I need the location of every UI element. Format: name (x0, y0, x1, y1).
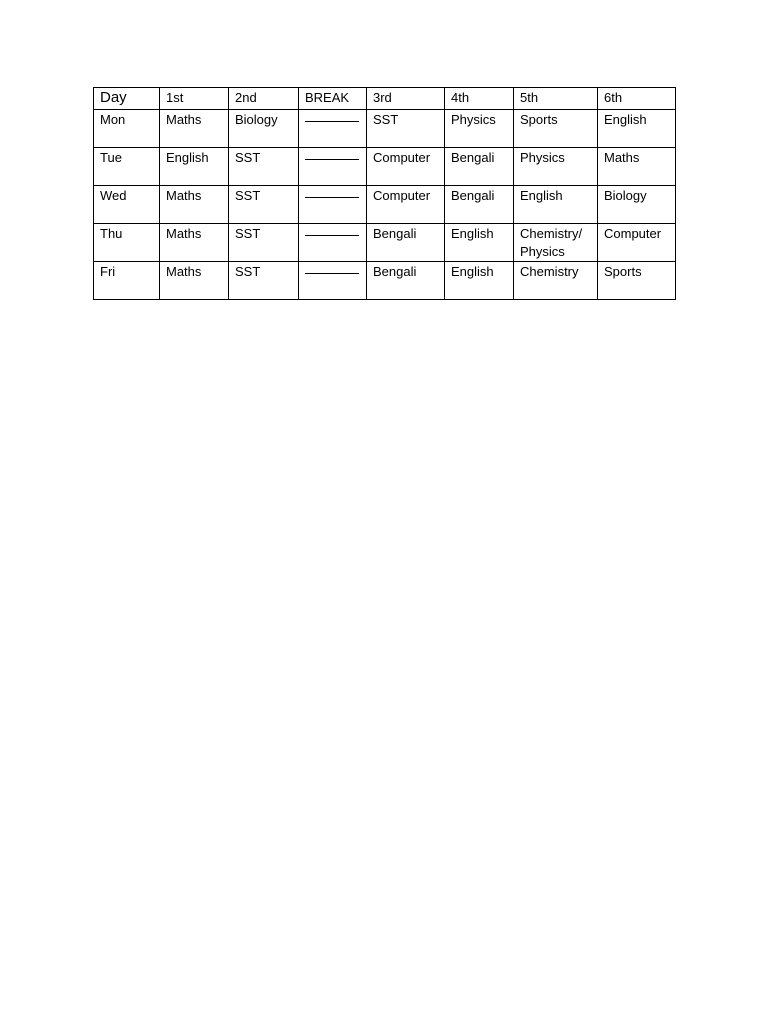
break-underline (305, 158, 359, 160)
period-cell: Physics (445, 110, 514, 148)
break-cell (299, 148, 367, 186)
period-cell: Physics (514, 148, 598, 186)
period-cell: SST (229, 186, 299, 224)
header-period-3: 3rd (367, 88, 445, 110)
break-cell (299, 110, 367, 148)
timetable (93, 87, 676, 300)
period-cell: Maths (160, 110, 229, 148)
period-cell: Bengali (367, 262, 445, 300)
period-cell: Sports (514, 110, 598, 148)
day-cell: Mon (94, 110, 160, 148)
table-row-fri (94, 262, 676, 300)
period-cell: Biology (598, 186, 676, 224)
period-cell: Biology (229, 110, 299, 148)
header-break: BREAK (299, 88, 367, 110)
period-cell: Maths (598, 148, 676, 186)
day-cell: Thu (94, 224, 160, 262)
header-period-1: 1st (160, 88, 229, 110)
period-cell: SST (367, 110, 445, 148)
table-row-thu (94, 224, 676, 262)
period-cell: English (598, 110, 676, 148)
break-cell (299, 262, 367, 300)
break-cell (299, 186, 367, 224)
period-cell: Sports (598, 262, 676, 300)
header-period-5: 5th (514, 88, 598, 110)
header-period-6: 6th (598, 88, 676, 110)
period-cell: Computer (598, 224, 676, 262)
header-row (94, 88, 676, 110)
period-cell: Computer (367, 148, 445, 186)
period-cell: SST (229, 262, 299, 300)
break-cell (299, 224, 367, 262)
period-cell: Maths (160, 262, 229, 300)
table-row-mon (94, 110, 676, 148)
period-cell: English (445, 262, 514, 300)
header-period-2: 2nd (229, 88, 299, 110)
break-underline (305, 196, 359, 198)
table-row-tue (94, 148, 676, 186)
break-underline (305, 234, 359, 236)
period-cell: SST (229, 148, 299, 186)
period-cell: Computer (367, 186, 445, 224)
period-cell: Bengali (445, 186, 514, 224)
table-row-wed (94, 186, 676, 224)
header-day: Day (94, 88, 160, 110)
day-cell: Fri (94, 262, 160, 300)
period-cell: Chemistry (514, 262, 598, 300)
period-cell: SST (229, 224, 299, 262)
break-underline (305, 272, 359, 274)
period-cell: Maths (160, 224, 229, 262)
header-period-4: 4th (445, 88, 514, 110)
period-cell: English (445, 224, 514, 262)
period-cell: English (514, 186, 598, 224)
day-cell: Wed (94, 186, 160, 224)
period-cell: Bengali (367, 224, 445, 262)
break-underline (305, 120, 359, 122)
period-cell: Maths (160, 186, 229, 224)
period-cell: English (160, 148, 229, 186)
period-cell: Chemistry/ Physics (514, 224, 598, 262)
day-cell: Tue (94, 148, 160, 186)
period-cell: Bengali (445, 148, 514, 186)
